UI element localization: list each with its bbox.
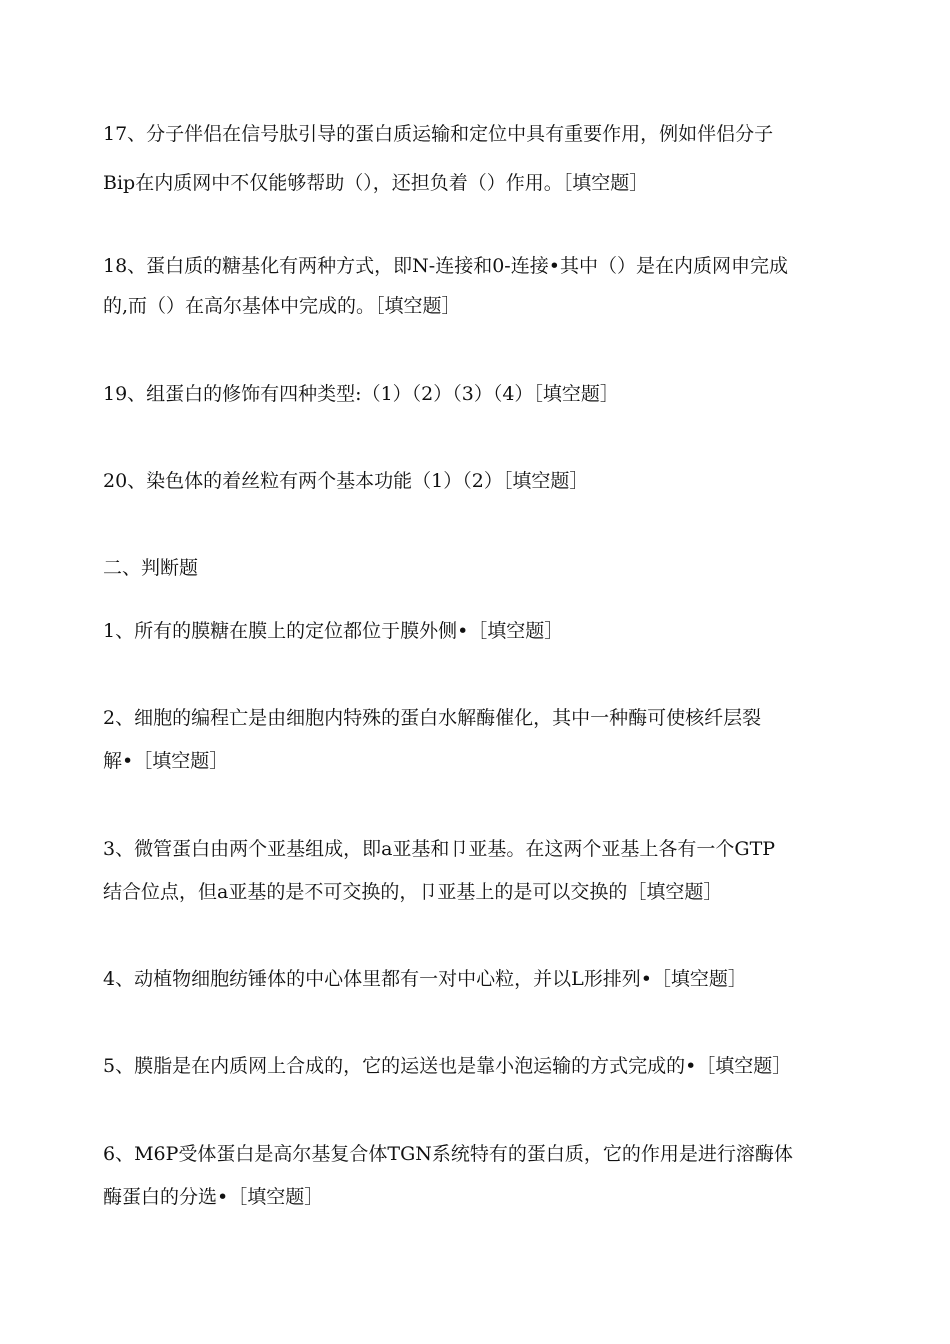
q18-line-2: 的,而（）在高尔基体中完成的。［填空题］	[103, 295, 461, 317]
j4-line: 4、动植物细胞纺锤体的中心体里都有一对中心粒，并以L形排列•［填空题］	[103, 968, 747, 990]
section-heading-judgement: 二、判断题	[103, 557, 199, 579]
j6-line-1: 6、M6P受体蛋白是高尔基复合体TGN系统特有的蛋白质，它的作用是进行溶酶体	[103, 1143, 793, 1165]
j2-line-2: 解•［填空题］	[103, 750, 229, 772]
q19-line: 19、组蛋白的修饰有四种类型:（1）（2）（3）（4）［填空题］	[103, 383, 619, 405]
q20-line: 20、染色体的着丝粒有两个基本功能（1）（2）［填空题］	[103, 470, 589, 492]
q17-line-2: Bip在内质网中不仅能够帮助（），还担负着（）作用。［填空题］	[103, 172, 649, 194]
j6-line-2: 酶蛋白的分选•［填空题］	[103, 1186, 324, 1208]
j2-line-1: 2、细胞的编程亡是由细胞内特殊的蛋白水解酶催化，其中一种酶可使核纤层裂	[103, 707, 762, 729]
q17-line-1: 17、分子伴侣在信号肽引导的蛋白质运输和定位中具有重要作用，例如伴侣分子	[103, 123, 774, 145]
j1-line: 1、所有的膜糖在膜上的定位都位于膜外侧•［填空题］	[103, 620, 564, 642]
j3-line-1: 3、微管蛋白由两个亚基组成，即a亚基和卩亚基。在这两个亚基上各有一个GTP	[103, 838, 776, 860]
q18-line-1: 18、蛋白质的糖基化有两种方式，即N-连接和0-连接•其中（）是在内质网申完成	[103, 255, 788, 277]
j5-line: 5、膜脂是在内质网上合成的，它的运送也是靠小泡运输的方式完成的•［填空题］	[103, 1055, 792, 1077]
j3-line-2: 结合位点，但a亚基的是不可交换的，卩亚基上的是可以交换的［填空题］	[103, 881, 723, 903]
